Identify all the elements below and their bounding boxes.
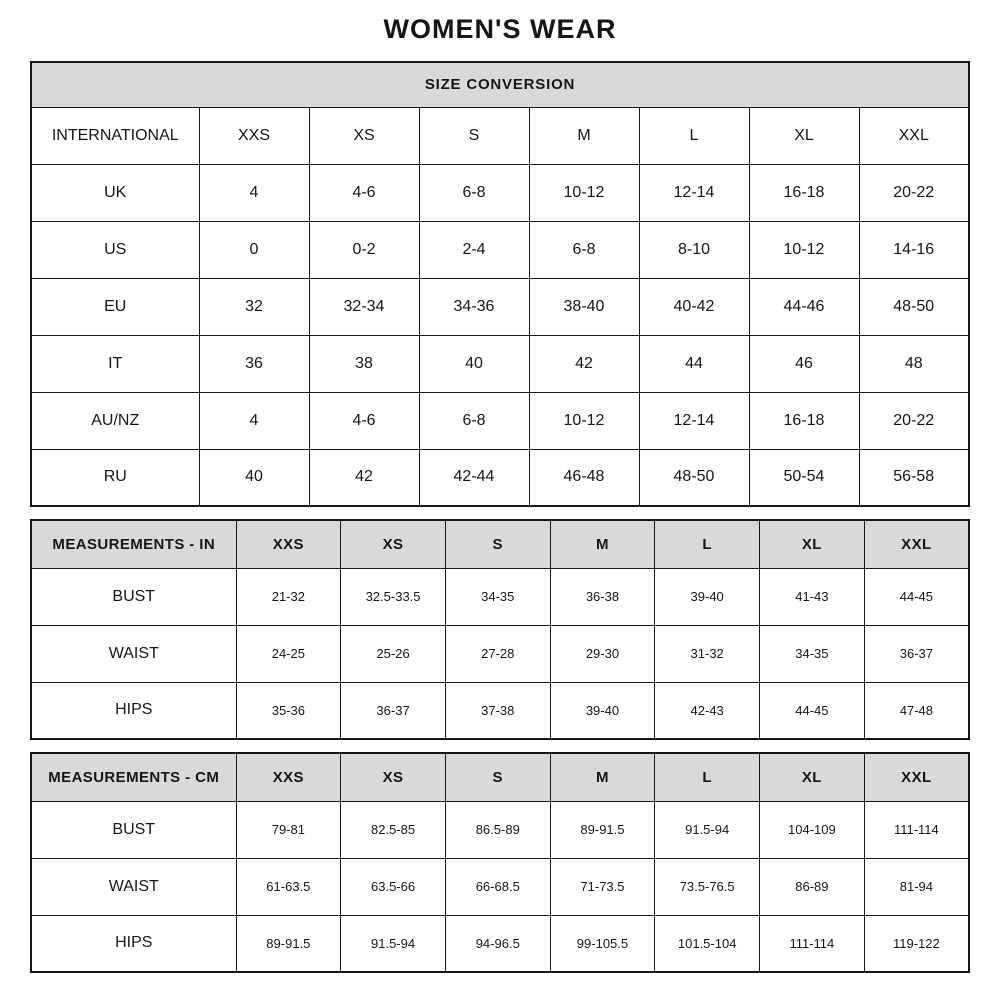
measurement-cell: 35-36 bbox=[236, 682, 341, 739]
measurement-cell: 111-114 bbox=[864, 801, 969, 858]
table-row bbox=[31, 392, 969, 449]
row-label: RU bbox=[31, 449, 199, 506]
size-cell: XXL bbox=[859, 107, 969, 164]
measurement-cell: 42-43 bbox=[655, 682, 760, 739]
table-title: SIZE CONVERSION bbox=[31, 62, 969, 107]
row-label: BUST bbox=[31, 568, 236, 625]
measurement-cell: 24-25 bbox=[236, 625, 341, 682]
measurement-cell: 21-32 bbox=[236, 568, 341, 625]
measurement-cell: 47-48 bbox=[864, 682, 969, 739]
row-label: IT bbox=[31, 335, 199, 392]
size-cell: 2-4 bbox=[419, 221, 529, 278]
size-cell: 40 bbox=[419, 335, 529, 392]
measurement-cell: 89-91.5 bbox=[550, 801, 655, 858]
size-cell: 36 bbox=[199, 335, 309, 392]
measurement-cell: 91.5-94 bbox=[341, 915, 446, 972]
table-caption-row bbox=[31, 62, 969, 107]
table-row bbox=[31, 107, 969, 164]
page-title: WOMEN'S WEAR bbox=[383, 14, 617, 44]
measurement-cell: 44-45 bbox=[760, 682, 865, 739]
row-label: WAIST bbox=[31, 625, 236, 682]
measurement-cell: 89-91.5 bbox=[236, 915, 341, 972]
size-cell: 44-46 bbox=[749, 278, 859, 335]
measurement-cell: 29-30 bbox=[550, 625, 655, 682]
size-cell: 16-18 bbox=[749, 164, 859, 221]
size-cell: S bbox=[419, 107, 529, 164]
row-label: INTERNATIONAL bbox=[31, 107, 199, 164]
size-cell: 20-22 bbox=[859, 164, 969, 221]
size-cell: M bbox=[529, 107, 639, 164]
column-header: L bbox=[655, 520, 760, 568]
size-cell: 4 bbox=[199, 164, 309, 221]
table-row bbox=[31, 682, 969, 739]
measurement-cell: 36-37 bbox=[864, 625, 969, 682]
size-cell: 8-10 bbox=[639, 221, 749, 278]
column-header: M bbox=[550, 520, 655, 568]
measurement-cell: 104-109 bbox=[760, 801, 865, 858]
table-header-row bbox=[31, 520, 969, 568]
measurement-cell: 99-105.5 bbox=[550, 915, 655, 972]
measurement-cell: 101.5-104 bbox=[655, 915, 760, 972]
measurement-cell: 31-32 bbox=[655, 625, 760, 682]
column-header: XXL bbox=[864, 520, 969, 568]
measurement-cell: 25-26 bbox=[341, 625, 446, 682]
table-row bbox=[31, 335, 969, 392]
column-header: XS bbox=[341, 520, 446, 568]
size-cell: 16-18 bbox=[749, 392, 859, 449]
size-cell: 46-48 bbox=[529, 449, 639, 506]
table-row bbox=[31, 221, 969, 278]
row-label: WAIST bbox=[31, 858, 236, 915]
size-cell: L bbox=[639, 107, 749, 164]
size-cell: 48 bbox=[859, 335, 969, 392]
measurement-cell: 44-45 bbox=[864, 568, 969, 625]
column-header: XS bbox=[341, 753, 446, 801]
size-cell: XL bbox=[749, 107, 859, 164]
row-label: EU bbox=[31, 278, 199, 335]
measurement-cell: 41-43 bbox=[760, 568, 865, 625]
size-cell: 0-2 bbox=[309, 221, 419, 278]
size-cell: 12-14 bbox=[639, 164, 749, 221]
size-cell: 38-40 bbox=[529, 278, 639, 335]
size-cell: 0 bbox=[199, 221, 309, 278]
measurement-cell: 86.5-89 bbox=[445, 801, 550, 858]
measurement-cell: 73.5-76.5 bbox=[655, 858, 760, 915]
size-cell: 38 bbox=[309, 335, 419, 392]
measurements-cm-table bbox=[30, 752, 970, 973]
size-cell: 4 bbox=[199, 392, 309, 449]
row-label: AU/NZ bbox=[31, 392, 199, 449]
row-label: HIPS bbox=[31, 915, 236, 972]
column-header: XL bbox=[760, 753, 865, 801]
table-header-row bbox=[31, 753, 969, 801]
size-cell: 48-50 bbox=[639, 449, 749, 506]
table-row bbox=[31, 801, 969, 858]
table-row bbox=[31, 568, 969, 625]
table-row bbox=[31, 915, 969, 972]
row-label: US bbox=[31, 221, 199, 278]
size-cell: XS bbox=[309, 107, 419, 164]
measurement-cell: 27-28 bbox=[445, 625, 550, 682]
size-cell: 10-12 bbox=[529, 392, 639, 449]
measurement-cell: 119-122 bbox=[864, 915, 969, 972]
size-cell: 48-50 bbox=[859, 278, 969, 335]
column-header: XL bbox=[760, 520, 865, 568]
column-header: XXS bbox=[236, 520, 341, 568]
measurement-cell: 36-37 bbox=[341, 682, 446, 739]
column-header: XXS bbox=[236, 753, 341, 801]
size-cell: 6-8 bbox=[419, 392, 529, 449]
row-label: UK bbox=[31, 164, 199, 221]
size-cell: 44 bbox=[639, 335, 749, 392]
measurement-cell: 39-40 bbox=[550, 682, 655, 739]
size-cell: 14-16 bbox=[859, 221, 969, 278]
table-row bbox=[31, 164, 969, 221]
size-cell: 4-6 bbox=[309, 392, 419, 449]
row-label: HIPS bbox=[31, 682, 236, 739]
measurement-cell: 79-81 bbox=[236, 801, 341, 858]
measurement-cell: 94-96.5 bbox=[445, 915, 550, 972]
column-header: S bbox=[445, 520, 550, 568]
size-cell: 10-12 bbox=[529, 164, 639, 221]
measurement-cell: 71-73.5 bbox=[550, 858, 655, 915]
table-row bbox=[31, 858, 969, 915]
column-header: XXL bbox=[864, 753, 969, 801]
size-cell: 32 bbox=[199, 278, 309, 335]
column-header: S bbox=[445, 753, 550, 801]
size-cell: 20-22 bbox=[859, 392, 969, 449]
measurement-cell: 34-35 bbox=[445, 568, 550, 625]
measurement-cell: 66-68.5 bbox=[445, 858, 550, 915]
size-cell: XXS bbox=[199, 107, 309, 164]
measurement-cell: 32.5-33.5 bbox=[341, 568, 446, 625]
table-title: MEASUREMENTS - CM bbox=[31, 753, 236, 801]
size-conversion-table bbox=[30, 61, 970, 507]
size-cell: 40-42 bbox=[639, 278, 749, 335]
measurement-cell: 37-38 bbox=[445, 682, 550, 739]
size-cell: 56-58 bbox=[859, 449, 969, 506]
size-cell: 6-8 bbox=[529, 221, 639, 278]
measurement-cell: 36-38 bbox=[550, 568, 655, 625]
measurement-cell: 82.5-85 bbox=[341, 801, 446, 858]
table-row bbox=[31, 278, 969, 335]
size-cell: 32-34 bbox=[309, 278, 419, 335]
measurement-cell: 111-114 bbox=[760, 915, 865, 972]
size-cell: 42 bbox=[309, 449, 419, 506]
measurement-cell: 34-35 bbox=[760, 625, 865, 682]
size-cell: 6-8 bbox=[419, 164, 529, 221]
measurement-cell: 91.5-94 bbox=[655, 801, 760, 858]
measurements-in-table bbox=[30, 519, 970, 740]
measurement-cell: 39-40 bbox=[655, 568, 760, 625]
size-cell: 42 bbox=[529, 335, 639, 392]
measurement-cell: 61-63.5 bbox=[236, 858, 341, 915]
measurement-cell: 86-89 bbox=[760, 858, 865, 915]
column-header: M bbox=[550, 753, 655, 801]
size-cell: 10-12 bbox=[749, 221, 859, 278]
size-cell: 4-6 bbox=[309, 164, 419, 221]
table-row bbox=[31, 625, 969, 682]
size-cell: 50-54 bbox=[749, 449, 859, 506]
size-cell: 34-36 bbox=[419, 278, 529, 335]
measurement-cell: 63.5-66 bbox=[341, 858, 446, 915]
measurement-cell: 81-94 bbox=[864, 858, 969, 915]
column-header: L bbox=[655, 753, 760, 801]
table-row bbox=[31, 449, 969, 506]
table-title: MEASUREMENTS - IN bbox=[31, 520, 236, 568]
row-label: BUST bbox=[31, 801, 236, 858]
size-cell: 46 bbox=[749, 335, 859, 392]
size-cell: 40 bbox=[199, 449, 309, 506]
size-cell: 12-14 bbox=[639, 392, 749, 449]
size-cell: 42-44 bbox=[419, 449, 529, 506]
